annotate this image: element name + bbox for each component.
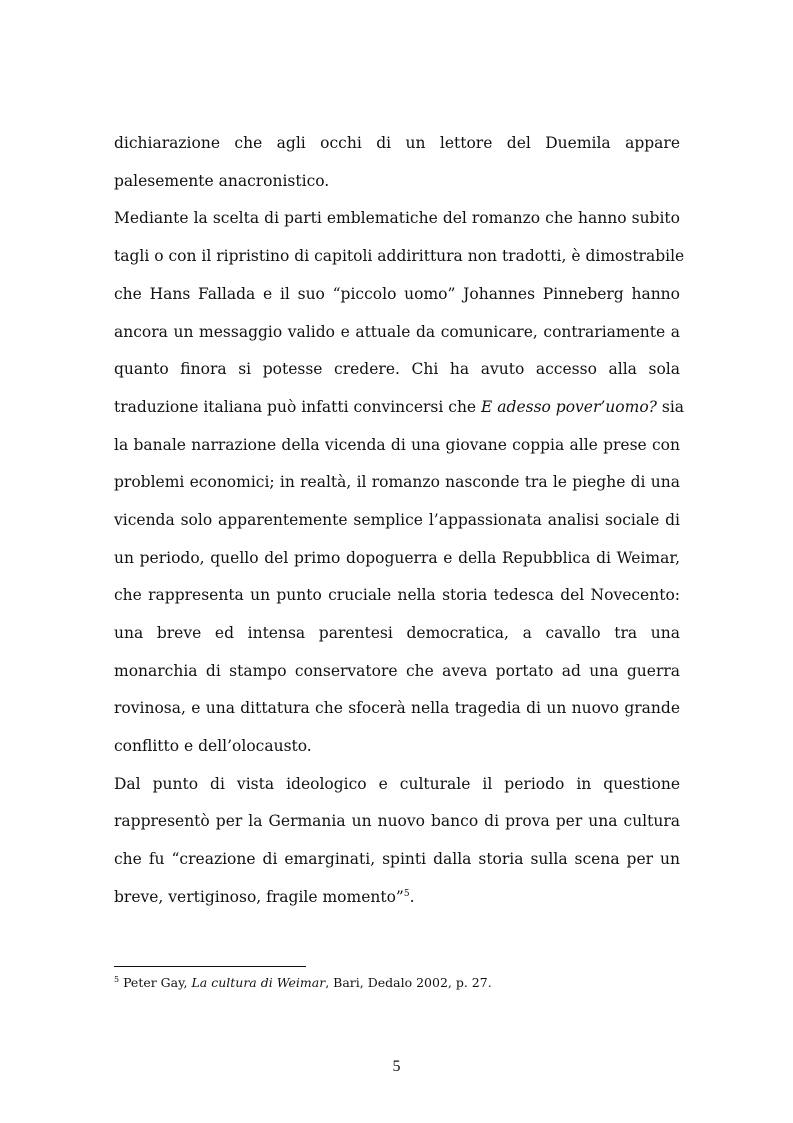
text-segment: sia [656,398,685,416]
text-line: problemi economici; in realtà, il romanzo nasconde tra le pieghe di una [114,473,680,491]
text-line: che Hans Fallada e il suo “piccolo uomo” Johannes Pinneberg hanno [114,285,680,303]
text-line: tagli o con il ripristino di capitoli addirittura non tradotti, è dimostrabile [114,247,685,265]
text-line: rovinosa, e una dittatura che sfocerà nella tragedia di un nuovo grande [114,699,680,717]
text-line: quanto finora si potesse credere. Chi ha avuto accesso alla sola [114,360,680,378]
text-line [114,397,685,435]
text-segment: . [409,888,415,906]
text-line: conflitto e dell’olocausto. [114,737,312,755]
text-line [114,887,680,925]
footnote-author: Peter Gay, [119,975,192,990]
text-segment: traduzione italiana può infatti convincersi che [114,398,482,416]
footnote-reference: 5 [403,888,410,899]
text-line: dichiarazione che agli occhi di un lettore del Duemila appare [114,134,680,152]
text-line: rappresentò per la Germania un nuovo banco di prova per una cultura [114,812,680,830]
page-number: 5 [392,1058,401,1075]
footnote-details: , Bari, Dedalo 2002, p. 27. [325,975,492,990]
text-line: che rappresenta un punto cruciale nella storia tedesca del Novecento: [114,586,680,604]
footnote [114,975,680,990]
text-line: un periodo, quello del primo dopoguerra e della Repubblica di Weimar, [114,549,680,567]
footnote-number: 5 [114,974,120,984]
text-segment: breve, vertiginoso, fragile momento” [114,888,404,906]
paragraph-start-line: Dal punto di vista ideologico e culturale il periodo in questione [114,775,680,793]
text-line: che fu “creazione di emarginati, spinti dalla storia sulla scena per un [114,850,680,868]
text-line: la banale narrazione della vicenda di una giovane coppia alle prese con [114,436,680,454]
book-title: E adesso pover’uomo? [481,398,657,416]
text-line: ancora un messaggio valido e attuale da comunicare, contrariamente a [114,323,680,341]
text-line: una breve ed intensa parentesi democratica, a cavallo tra una [114,624,680,642]
paragraph-start-line: Mediante la scelta di parti emblematiche del romanzo che hanno subito [114,209,680,227]
footnote-title: La cultura di Weimar [191,975,326,990]
footnote-separator [114,966,306,967]
text-line: monarchia di stampo conservatore che aveva portato ad una guerra [114,662,680,680]
text-line: vicenda solo apparentemente semplice l’appassionata analisi sociale di [114,511,680,529]
text-line: palesemente anacronistico. [114,172,330,190]
